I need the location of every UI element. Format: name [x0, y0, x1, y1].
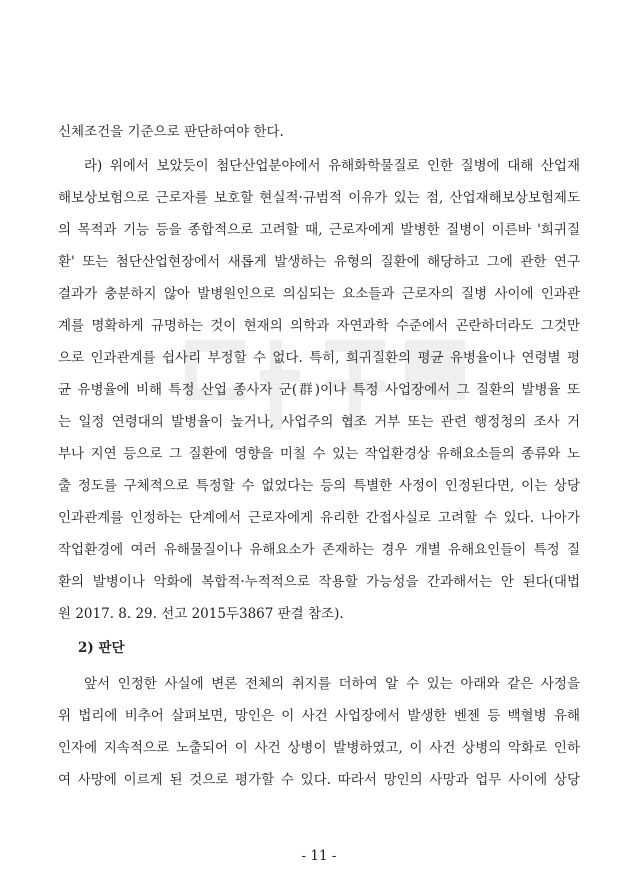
body-text-line: 균 유병율에 비해 특정 산업 종사자 군(群)이나 특정 사업장에서 그 질환의 발병율 또 — [58, 382, 580, 398]
body-text-line: 계를 명확하게 규명하는 것이 현재의 의학과 자연과학 수준에서 곤란하더라도 그것만 — [58, 318, 580, 334]
body-text-line: 해보상보험으로 근로자를 보호할 현실적·규범적 이유가 있는 점, 산업재해보상보험제도 — [58, 190, 580, 206]
body-text-line: 환의 발병이나 악화에 복합적·누적적으로 작용할 가능성을 간과해서는 안 된다(대법 — [58, 574, 580, 590]
body-text-line: 인과관계를 인정하는 단계에서 근로자에게 유리한 간접사실로 고려할 수 있다. 나아가 — [58, 510, 580, 526]
body-text-line: 앞서 인정한 사실에 변론 전체의 취지를 더하여 알 수 있는 아래와 같은 사정을 — [84, 676, 580, 692]
body-text-line: 부나 지연 등으로 그 질환에 영향을 미칠 수 있는 작업환경상 유해요소들의 종류와 노 — [58, 446, 580, 462]
page-number: - 11 - — [301, 848, 337, 864]
body-text-line: 라) 위에서 보았듯이 첨단산업분야에서 유해화학물질로 인한 질병에 대해 산업재 — [84, 158, 580, 174]
body-text-line: 출 정도를 구체적으로 특정할 수 없었다는 등의 특별한 사정이 인정된다면, 이는 상당 — [58, 478, 580, 494]
body-text-line: 는 일정 연령대의 발병율이 높거나, 사업주의 협조 거부 또는 관련 행정청의 조사 거 — [58, 414, 580, 430]
body-text-line: 인자에 지속적으로 노출되어 이 사건 상병이 발병하였고, 이 사건 상병의 악화로 인하 — [58, 740, 580, 756]
body-text-line: 여 사망에 이르게 된 것으로 평가할 수 있다. 따라서 망인의 사망과 업무 사이에 상당 — [58, 772, 580, 788]
section-heading: 2) 판단 — [78, 640, 125, 656]
body-text-line: 위 법리에 비추어 살펴보면, 망인은 이 사건 사업장에서 발생한 벤젠 등 백혈병 유해 — [58, 708, 580, 724]
body-text-line: 원 2017. 8. 29. 선고 2015두3867 판결 참조). — [58, 606, 344, 622]
body-text-line: 환' 또는 첨단산업현장에서 새롭게 발생하는 유형의 질환에 해당하고 그에 관한 연구 — [58, 254, 580, 270]
body-text-line: 으로 인과관계를 쉽사리 부정할 수 없다. 특히, 희귀질환의 평균 유병율이나 연령별 평 — [58, 350, 580, 366]
body-text-line: 의 목적과 기능 등을 종합적으로 고려할 때, 근로자에게 발병한 질병이 이른바 '희귀질 — [58, 222, 580, 238]
body-text-line: 작업환경에 여러 유해물질이나 유해요소가 존재하는 경우 개별 유해요인들이 특정 질 — [58, 542, 580, 558]
body-text-line: 신체조건을 기준으로 판단하여야 한다. — [58, 124, 284, 140]
body-text-line: 결과가 충분하지 않아 발병원인으로 의심되는 요소들과 근로자의 질병 사이에 인과관 — [58, 286, 580, 302]
